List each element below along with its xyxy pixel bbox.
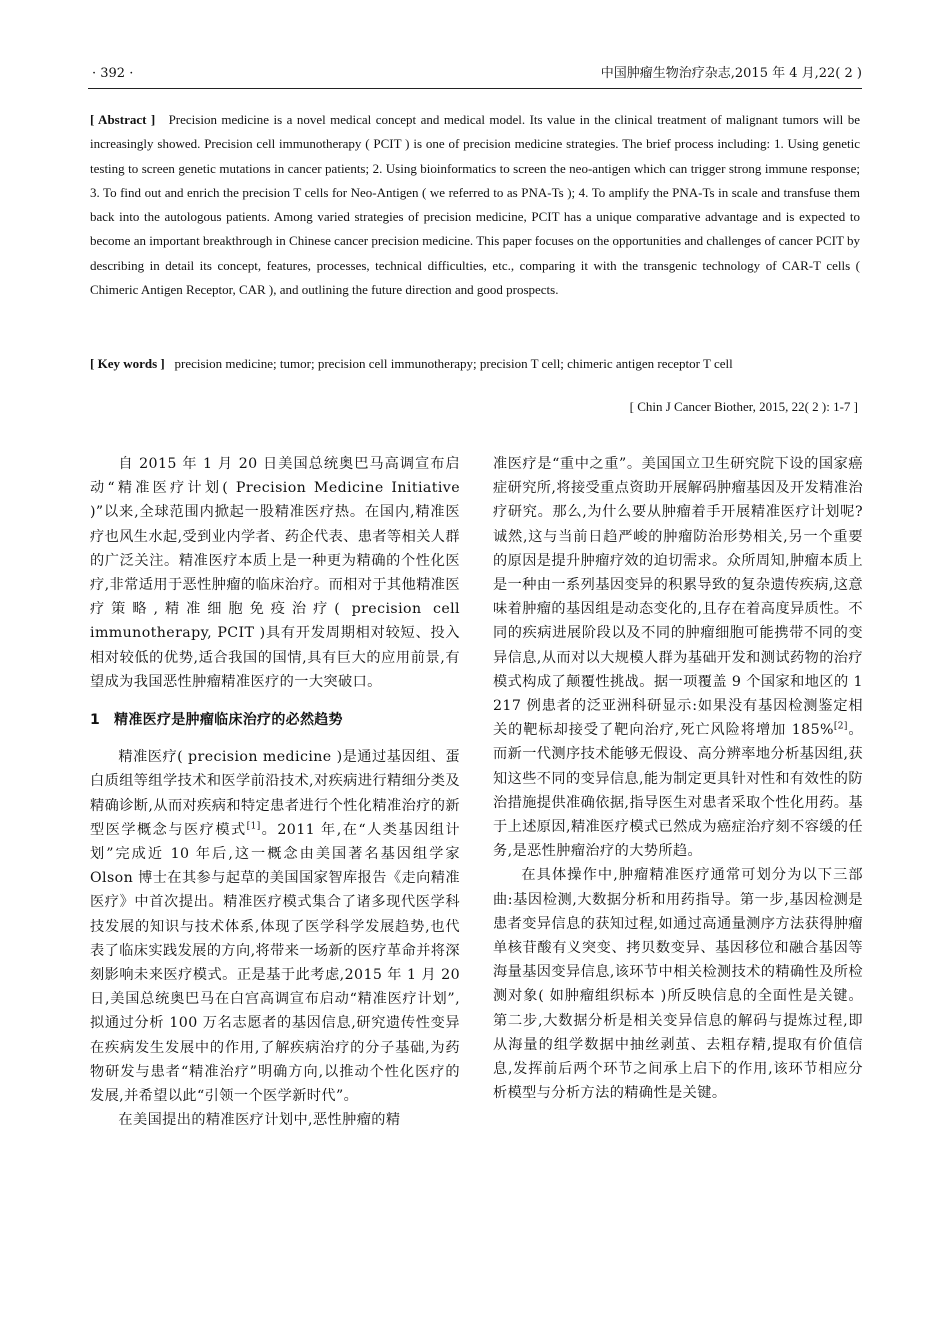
section-title: 精准医疗是肿瘤临床治疗的必然趋势 (114, 712, 343, 729)
paragraph (493, 452, 863, 863)
reference-marker[interactable]: [1] (246, 821, 261, 832)
page-number: · 392 · (92, 66, 134, 81)
intro-paragraph: 自 2015 年 1 月 20 日美国总统奥巴马高调宣布启动“精准医疗计划( Precision Medicine Initiative )”以来,全球范围内掀起一股精准医疗热。在国内,精准医疗也风生水起,受到业内学者、药企代表、患者等相关人群的广泛关注。精准医疗本质上是一种更为精确的个性化医疗,非常适用于恶性肿瘤的临床治疗。而相对于其他精准医疗策略,精准细胞免疫治疗( precision cell immunotherapy, PCIT )具有开发周期相对较短、投入相对较低的优势,适合我国的国情,具有巨大的应用前景,有望成为我国恶性肿瘤精准医疗的一大突破口。 (90, 456, 460, 690)
header-rule (88, 88, 862, 89)
keywords-text: precision medicine; tumor; precision cell immunotherapy; precision T cell; chimeric antigen receptor T cell (174, 356, 733, 371)
paragraph-text: 。2011 年,在“人类基因组计划”完成近 10 年后,这一概念由美国著名基因组学家 Olson 博士在其参与起草的美国国家智库报告《走向精准医疗》中首次提出。精准医疗模式集合了诸多现代医学科技发展的知识与技术体系,体现了医学科学发展趋势,也代表了临床实践发展的方向,将带来一场新的医疗革命并将深刻影响未来医疗模式。正是基于此考虑,2015 年 1 月 20 日,美国总统奥巴马在白宫高调宣布启动“精准医疗计划”,拟通过分析 100 万名志愿者的基因信息,研究遗传性变异在疾病发生发展中的作用,了解疾病治疗的分子基础,为药物研发与患者“精准治疗”明确方向,以推动个性化医疗的发展,并希望以此“引领一个医学新时代”。 (90, 821, 460, 1105)
paragraph: 在具体操作中,肿瘤精准医疗通常可划分为以下三部曲:基因检测,大数据分析和用药指导。第一步,基因检测是患者变异信息的获知过程,如通过高通量测序方法获得肿瘤单核苷酸有义突变、拷贝数变异、基因移位和融合基因等海量基因变异信息,该环节中相关检测技术的精确性及所检测对象( 如肿瘤组织标本 )所反映信息的全面性是关键。第二步,大数据分析是相关变异信息的解码与提炼过程,即从海量的组学数据中抽丝剥茧、去粗存精,提取有价值信息,发挥前后两个环节之间承上启下的作用,该环节相应分析模型与分析方法的精确性是关键。 (493, 867, 863, 1102)
paragraph: 在美国提出的精准医疗计划中,恶性肿瘤的精 (118, 1112, 401, 1129)
keywords (90, 352, 860, 376)
journal-running-head: 中国肿瘤生物治疗杂志,2015 年 4 月,22( 2 ) (600, 66, 862, 81)
reference-marker[interactable]: [2] (833, 721, 848, 732)
abstract (90, 108, 860, 302)
abstract-text: Precision medicine is a novel medical concept and medical model. Its value in the clinical treatment of malignant tumors will be increasingly showed. Precision cell immunotherapy ( PCIT ) is one of precision medicine strategies. The brief process including: 1. Using genetic testing to screen genetic mutations in cancer patients; 2. Using bioinformatics to screen the neo-antigen which can trigger strong immune response; 3. To find out and enrich the precision T cells for Neo-Antigen ( we referred to as PNA-Ts ); 4. To amplify the PNA-Ts in scale and transfuse them back into the autologous patients. Among varied strategies of precision medicine, PCIT has a unique comparative advantage and is expected to become an important breakthrough in Chinese cancer precision medicine. This paper focuses on the opportunities and challenges of cancer PCIT by describing in detail its concept, features, processes, technical difficulties, etc., comparing it with the transgenic technology of CAR-T cells ( Chimeric Antigen Receptor, CAR ), and outlining the future direction and good prospects. (90, 112, 860, 298)
paragraph-text: 准医疗是“重中之重”。美国国立卫生研究院下设的国家癌症研究所,将接受重点资助开展解码肿瘤基因及开发精准治疗研究。那么,为什么要从肿瘤着手开展精准医疗计划呢? 诚然,这与当前日趋严峻的肿瘤防治形势相关,另一个重要的原因是提升肿瘤疗效的迫切需求。众所周知,肿瘤本质上是一种由一系列基因变异的积累导致的复杂遗传疾病,这意味着肿瘤的基因组是动态变化的,且存在着高度异质性。不同的疾病进展阶段以及不同的肿瘤细胞可能携带不同的变异信息,从而对以大规模人群为基础开发和测试药物的治疗模式构成了颠覆性挑战。据一项覆盖 9 个国家和地区的 1 217 例患者的泛亚洲科研显示:如果没有基因检测鉴定相关的靶标却接受了靶向治疗,死亡风险将增加 185% (493, 456, 863, 739)
section-number: 1 (90, 712, 101, 729)
left-column (90, 452, 460, 1132)
right-column (493, 452, 863, 1105)
paragraph-text: 精准医疗( precision medicine )是通过基因组、蛋白质组等组学技术和医学前沿技术,对疾病进行精细分类及精确诊断,从而对疾病和特定患者进行个性化精准治疗的新型医学概念与医疗模式 (90, 749, 460, 838)
paragraph (90, 745, 460, 1108)
section-heading (90, 708, 460, 732)
keywords-label: [ Key words ] (90, 356, 165, 371)
abstract-label: [ Abstract ] (90, 112, 156, 127)
citation: [ Chin J Cancer Biother, 2015, 22( 2 ): 1-7 ] (629, 399, 858, 414)
paragraph-text: 。而新一代测序技术能够无假设、高分辨率地分析基因组,获知这些不同的变异信息,能为制定更具针对性和有效性的防治措施提供准确依据,指导医生对患者采取个性化用药。基于上述原因,精准医疗模式已然成为癌症治疗刻不容缓的任务,是恶性肿瘤治疗的大势所趋。 (493, 722, 863, 860)
